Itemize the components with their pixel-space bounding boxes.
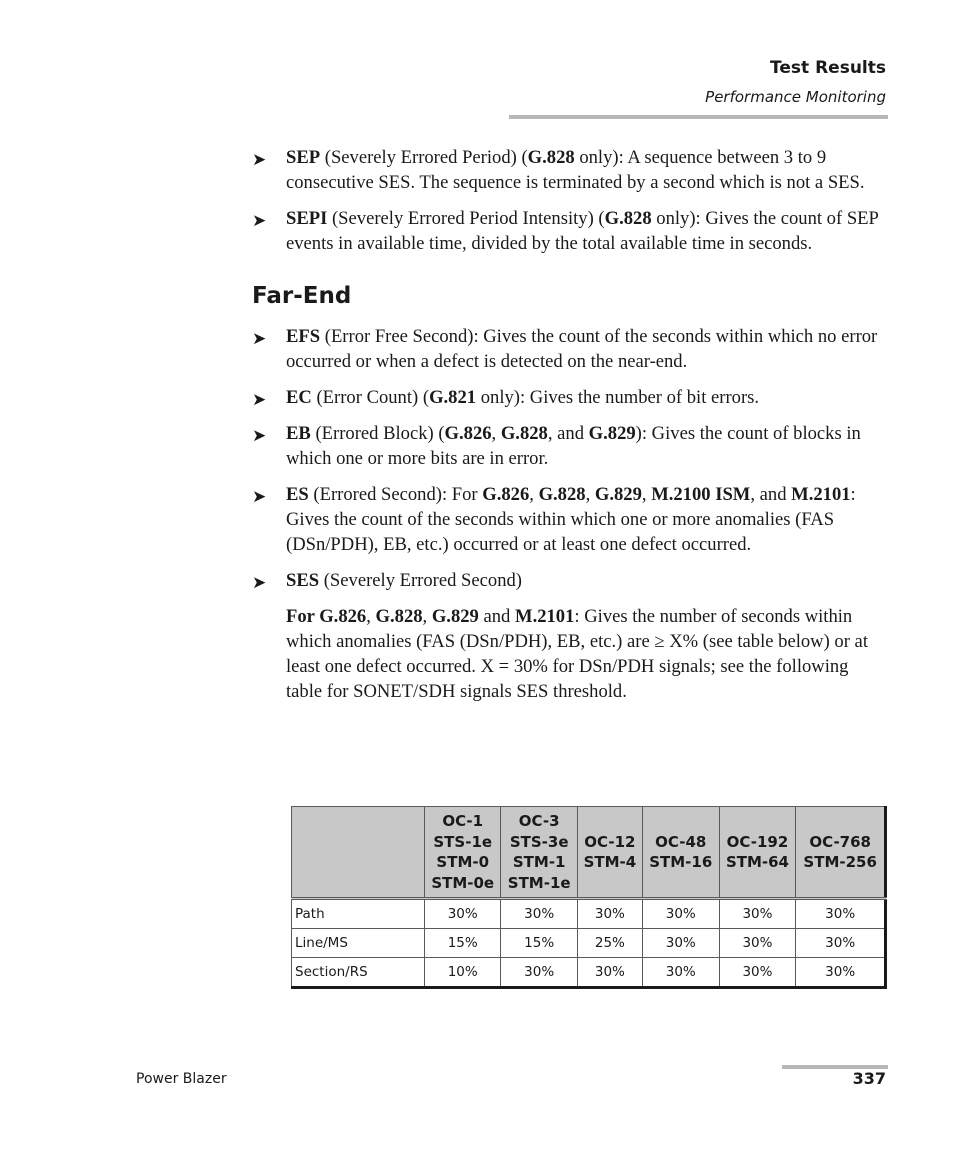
text-run: ): Gives the count of blocks in which one or more bits are in error.	[286, 423, 861, 469]
page-number: 337	[852, 1069, 886, 1088]
bullet-item-efs	[252, 324, 888, 374]
bullet-arrow-icon: ➤	[252, 329, 267, 348]
table-cell: 30%	[719, 899, 796, 929]
column-header-line: STS-1e	[433, 832, 493, 851]
ses-description	[252, 604, 888, 704]
bullet-item-sep	[252, 145, 888, 195]
header-rule	[509, 115, 888, 119]
table-cell: 30%	[796, 899, 886, 929]
text-run: : Gives the count of the seconds within which one or more anomalies (FAS (DSn/PDH), EB, etc.) occurred or at least one defect occurred.	[286, 484, 856, 555]
bold-term: SES	[286, 570, 320, 591]
table-cell: 15%	[501, 929, 577, 958]
table-header-row	[292, 807, 886, 899]
text-run: ,	[366, 606, 376, 627]
text-run: ,	[491, 423, 501, 444]
text-run: (Errored Block) (	[310, 423, 445, 444]
table-cell: 30%	[501, 899, 577, 929]
column-header-line: OC-768	[809, 832, 871, 851]
bold-term: G.829	[431, 606, 479, 627]
bold-term: M.2101	[515, 606, 575, 627]
bold-term: SEP	[286, 147, 321, 168]
text-run: , and	[750, 484, 792, 505]
table-cell: 25%	[577, 929, 642, 958]
bold-term: G.828	[375, 606, 423, 627]
text-run: (Severely Errored Period) (	[320, 147, 528, 168]
table-row	[292, 929, 886, 958]
text-run: ,	[641, 484, 652, 505]
text-run: only): Gives the count of SEP events in available time, divided by the total available time in seconds.	[286, 208, 879, 254]
text-run: only): Gives the number of bit errors.	[476, 387, 760, 408]
column-header-line: STM-0	[436, 853, 490, 871]
table-row	[292, 958, 886, 988]
column-header-3	[577, 807, 642, 899]
table-cell: 30%	[719, 929, 796, 958]
bullet-arrow-icon: ➤	[252, 150, 267, 169]
bold-term: SEPI	[286, 208, 328, 229]
main-content	[252, 145, 888, 704]
column-header-line: STM-0e	[431, 873, 495, 892]
bullet-arrow-icon: ➤	[252, 487, 267, 506]
section-heading: Far-End	[252, 283, 352, 309]
table-body	[292, 899, 886, 988]
column-header-line: STS-3e	[509, 832, 569, 851]
text-run: : Gives the number of seconds within which anomalies (FAS (DSn/PDH), EB, etc.) are ≥ X% (see table below) or at least one defect occurred. X = 30% for DSn/PDH signals; see the following table for SONET/SDH signals SES threshold.	[286, 606, 868, 702]
column-header-line: STM-1e	[507, 873, 571, 892]
bold-term: M.2100 ISM	[651, 484, 751, 505]
table-cell: 30%	[425, 899, 501, 929]
row-label: Path	[292, 899, 425, 929]
column-header-line: STM-4	[583, 853, 637, 871]
bullet-arrow-icon: ➤	[252, 211, 267, 230]
bullet-item-eb	[252, 421, 888, 471]
far-end-bullet-list	[252, 324, 888, 593]
table-cell: 30%	[577, 958, 642, 988]
bullet-arrow-icon: ➤	[252, 426, 267, 445]
column-header-4	[642, 807, 719, 899]
column-header-line: OC-12	[584, 832, 636, 851]
text-run: (Severely Errored Period Intensity) (	[327, 208, 605, 229]
bullet-arrow-icon: ➤	[252, 390, 267, 409]
text-run: only): A sequence between 3 to 9 consecutive SES. The sequence is terminated by a second which is not a SES.	[286, 147, 865, 193]
bold-term: M.2101	[791, 484, 851, 505]
bullet-arrow-icon: ➤	[252, 573, 267, 592]
table-cell: 30%	[642, 958, 719, 988]
table-cell: 10%	[425, 958, 501, 988]
text-run: ,	[529, 484, 539, 505]
column-header-line: OC-48	[655, 832, 707, 851]
column-header-line: STM-64	[725, 853, 789, 871]
bold-term: G.821	[429, 387, 477, 408]
bold-term: G.828	[500, 423, 548, 444]
table-cell: 30%	[501, 958, 577, 988]
bold-term: EB	[286, 423, 311, 444]
text-run: , and	[547, 423, 589, 444]
bold-term: For G.826	[286, 606, 367, 627]
table-cell: 30%	[577, 899, 642, 929]
row-label: Section/RS	[292, 958, 425, 988]
bullet-item-ses	[252, 568, 888, 593]
top-bullet-list	[252, 145, 888, 256]
table-cell: 30%	[642, 929, 719, 958]
row-label: Line/MS	[292, 929, 425, 958]
bold-term: G.828	[604, 208, 652, 229]
bullet-item-sepi	[252, 206, 888, 256]
bullet-item-ec	[252, 385, 888, 410]
column-header-5	[719, 807, 796, 899]
table-corner-cell	[292, 807, 425, 899]
running-header-subtitle: Performance Monitoring	[705, 88, 886, 106]
text-run: (Error Count) (	[311, 387, 430, 408]
table-cell: 30%	[796, 958, 886, 988]
bold-term: EC	[286, 387, 312, 408]
table-row	[292, 899, 886, 929]
text-run: and	[478, 606, 516, 627]
column-header-line: OC-1	[442, 812, 484, 830]
table-cell: 15%	[425, 929, 501, 958]
bold-term: G.826	[444, 423, 492, 444]
bullet-item-es	[252, 482, 888, 557]
column-header-line: STM-16	[649, 853, 713, 871]
text-run: (Error Free Second): Gives the count of the seconds within which no error occurred or when a defect is detected on the near-end.	[286, 326, 878, 372]
bold-term: G.829	[588, 423, 636, 444]
ses-threshold-table	[291, 806, 887, 989]
table-cell: 30%	[719, 958, 796, 988]
bold-term: G.826	[482, 484, 530, 505]
column-header-line: STM-1	[512, 853, 566, 871]
column-header-line: OC-3	[518, 812, 560, 830]
running-header-title: Test Results	[770, 58, 886, 78]
footer-product-name: Power Blazer	[136, 1071, 227, 1087]
text-run: (Errored Second): For	[308, 484, 483, 505]
column-header-6	[796, 807, 886, 899]
bold-term: EFS	[286, 326, 321, 347]
bold-term: G.828	[538, 484, 586, 505]
bold-term: ES	[286, 484, 309, 505]
column-header-2	[501, 807, 577, 899]
table-cell: 30%	[796, 929, 886, 958]
column-header-line: OC-192	[726, 832, 789, 851]
column-header-1	[425, 807, 501, 899]
bold-term: G.829	[594, 484, 642, 505]
text-run: (Severely Errored Second)	[319, 570, 522, 591]
column-header-line: STM-256	[803, 853, 877, 871]
text-run: ,	[422, 606, 432, 627]
table-cell: 30%	[642, 899, 719, 929]
bold-term: G.828	[527, 147, 575, 168]
text-run: ,	[585, 484, 595, 505]
